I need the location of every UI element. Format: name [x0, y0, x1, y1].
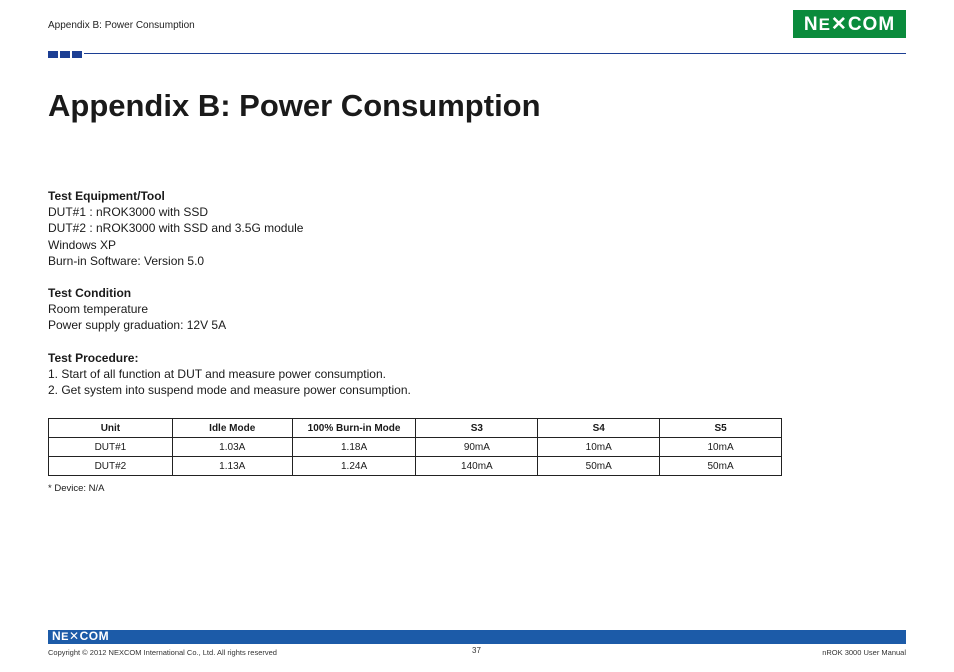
header-section-title: Appendix B: Power Consumption — [48, 20, 195, 31]
equipment-line: DUT#2 : nROK3000 with SSD and 3.5G module — [48, 221, 304, 236]
column-header: Unit — [49, 419, 173, 438]
footer-copyright: Copyright © 2012 NEXCOM International Co., Ltd. All rights reserved — [48, 648, 277, 657]
header-decoration — [48, 51, 82, 58]
power-consumption-table — [48, 418, 782, 476]
page-number: 37 — [472, 646, 481, 655]
table-header-row — [49, 419, 782, 438]
document-body — [48, 188, 808, 398]
procedure-step: 1. Start of all function at DUT and measure power consumption. — [48, 366, 386, 381]
table-row — [49, 438, 782, 457]
condition-line: Room temperature — [48, 302, 149, 317]
table-cell: 50mA — [538, 457, 660, 476]
table-cell: 1.18A — [292, 438, 416, 457]
page-title: Appendix B: Power Consumption — [48, 88, 541, 123]
condition-heading: Test Condition — [48, 286, 132, 301]
procedure-step: 2. Get system into suspend mode and measure power consumption. — [48, 383, 411, 398]
equipment-line: DUT#1 : nROK3000 with SSD — [48, 205, 209, 220]
nexcom-logo: NE✕COM — [793, 10, 906, 38]
column-header: S3 — [416, 419, 538, 438]
equipment-line: Windows XP — [48, 237, 117, 252]
equipment-line: Burn-in Software: Version 5.0 — [48, 253, 205, 268]
table-cell: 1.13A — [172, 457, 292, 476]
table-cell: 10mA — [660, 438, 782, 457]
table-cell: 50mA — [660, 457, 782, 476]
footer-logo: NE✕COM — [52, 629, 110, 643]
column-header: Idle Mode — [172, 419, 292, 438]
table-cell: DUT#1 — [49, 438, 173, 457]
column-header: S5 — [660, 419, 782, 438]
table-cell: 1.24A — [292, 457, 416, 476]
table-row — [49, 457, 782, 476]
condition-line: Power supply graduation: 12V 5A — [48, 318, 227, 333]
header-divider — [84, 53, 906, 54]
footnote: * Device: N/A — [48, 483, 105, 494]
procedure-heading: Test Procedure: — [48, 350, 139, 365]
table-cell: 10mA — [538, 438, 660, 457]
table-cell: 140mA — [416, 457, 538, 476]
table-cell: 1.03A — [172, 438, 292, 457]
manual-title: nROK 3000 User Manual — [822, 648, 906, 657]
table-cell: 90mA — [416, 438, 538, 457]
column-header: 100% Burn-in Mode — [292, 419, 416, 438]
footer-bar — [48, 630, 906, 644]
table-cell: DUT#2 — [49, 457, 173, 476]
column-header: S4 — [538, 419, 660, 438]
equipment-heading: Test Equipment/Tool — [48, 189, 165, 203]
